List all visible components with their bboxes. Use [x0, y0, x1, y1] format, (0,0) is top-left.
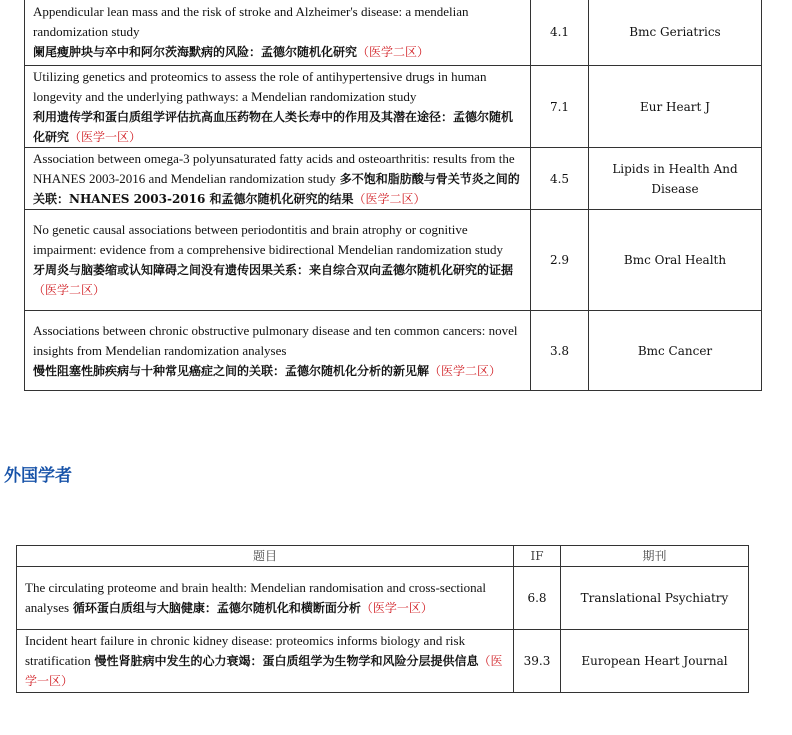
title-zh: 阑尾瘦肿块与卒中和阿尔茨海默病的风险：孟德尔随机化研究: [33, 44, 358, 59]
table-row: [25, 210, 762, 311]
title-cell: [25, 148, 531, 210]
journal-name: Bmc Oral Health: [589, 210, 762, 311]
impact-factor: 4.5: [531, 148, 589, 210]
zone-tag: （医学二区）: [429, 363, 502, 378]
zone-tag: （医学二区）: [353, 191, 426, 206]
title-cell: [25, 0, 531, 66]
title-en: The circulating proteome and brain health: Mendelian randomisation and cross-sectional analyses: [25, 580, 486, 615]
journal-name: Bmc Cancer: [589, 311, 762, 391]
title-en: Associations between chronic obstructive pulmonary disease and ten common cancers: novel insights from Mendelian randomization analyses: [33, 322, 518, 358]
impact-factor: 2.9: [531, 210, 589, 311]
journal-name: Translational Psychiatry: [561, 567, 749, 630]
impact-factor: 39.3: [514, 630, 561, 693]
column-header-if: IF: [514, 546, 561, 567]
journal-name: Lipids in Health And Disease: [589, 148, 762, 210]
zone-tag: （医学一区）: [69, 129, 142, 144]
table-header-row: [17, 546, 749, 567]
title-zh: 慢性阻塞性肺疾病与十种常见癌症之间的关联：孟德尔随机化分析的新见解: [33, 363, 430, 378]
table-row: [17, 567, 749, 630]
zone-tag: （医学一区）: [25, 654, 503, 688]
title-cell: [17, 567, 514, 630]
impact-factor: 7.1: [531, 66, 589, 148]
impact-factor: 3.8: [531, 311, 589, 391]
title-cell: [25, 311, 531, 391]
section-heading-foreign-scholars: 外国学者: [4, 466, 72, 486]
column-header-journal: 期刊: [561, 546, 749, 567]
title-zh: 牙周炎与脑萎缩或认知障碍之间没有遗传因果关系：来自综合双向孟德尔随机化研究的证据: [33, 263, 514, 277]
title-zh: 利用遗传学和蛋白质组学评估抗高血压药物在人类长寿中的作用及其潜在途径：孟德尔随机化研究: [33, 109, 514, 144]
title-zh: 慢性肾脏病中发生的心力衰竭：蛋白质组学为生物学和风险分层提供信息: [94, 654, 479, 668]
title-cell: [25, 210, 531, 311]
title-zh: 多不饱和脂肪酸与骨关节炎之间的关联：NHANES 2003-2016 和孟德尔随机化研究的结果: [33, 171, 520, 206]
title-cell: [25, 66, 531, 148]
title-en: Association between omega-3 polyunsaturated fatty acids and osteoarthritis: results from the NHANES 2003-2016 and Mendelian randomization study: [33, 150, 515, 186]
zone-tag: （医学二区）: [33, 283, 106, 297]
title-en: Appendicular lean mass and the risk of stroke and Alzheimer's disease: a mendelian randomization study: [33, 3, 469, 39]
impact-factor: 6.8: [514, 567, 561, 630]
zone-tag: （医学一区）: [360, 601, 433, 615]
journal-name: European Heart Journal: [561, 630, 749, 693]
foreign-scholars-table: [16, 545, 749, 693]
table-row: [25, 148, 762, 210]
title-zh: 循环蛋白质组与大脑健康：孟德尔随机化和横断面分析: [72, 601, 361, 615]
title-en: Utilizing genetics and proteomics to assess the role of antihypertensive drugs in human longevity and the underlying pathways: a Mendelian randomization study: [33, 68, 487, 104]
column-header-title: 题目: [17, 546, 514, 567]
zone-tag: （医学二区）: [357, 44, 430, 59]
table-row: [25, 0, 762, 66]
table-row: [17, 630, 749, 693]
table-row: [25, 66, 762, 148]
journal-name: Bmc Geriatrics: [589, 0, 762, 66]
table-row: [25, 311, 762, 391]
title-en: No genetic causal associations between periodontitis and brain atrophy or cognitive impairment: evidence from a comprehensive bidirectional Mendelian randomization study: [33, 222, 504, 257]
impact-factor: 4.1: [531, 0, 589, 66]
chinese-scholars-table: [24, 0, 762, 391]
journal-name: Eur Heart J: [589, 66, 762, 148]
title-cell: [17, 630, 514, 693]
title-en: Incident heart failure in chronic kidney disease: proteomics informs biology and risk stratification: [25, 633, 466, 668]
